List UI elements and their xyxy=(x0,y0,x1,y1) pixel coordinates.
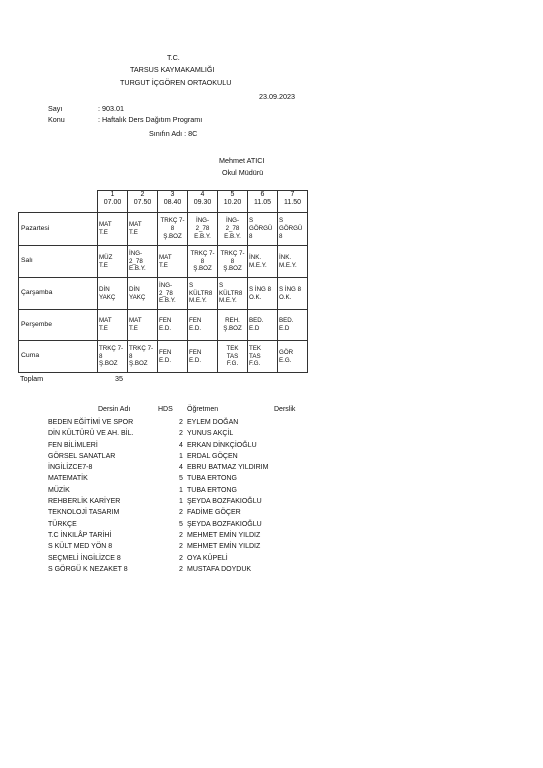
course-name: FEN BİLİMLERİ xyxy=(48,441,98,449)
lesson-cell: FEN E.D. xyxy=(188,341,218,373)
course-teacher: ERKAN DİNKÇİOĞLU xyxy=(187,441,257,449)
course-name: MÜZİK xyxy=(48,486,70,494)
lesson-cell: MAT T.E xyxy=(98,213,128,246)
lesson-cell: TRKÇ 7- 8 Ş.BOZ xyxy=(158,213,188,246)
day-name: Salı xyxy=(19,246,98,278)
konu-label: Konu xyxy=(48,115,65,124)
principal-name: Mehmet ATICI xyxy=(219,156,265,165)
lesson-cell: MAT T.E xyxy=(128,213,158,246)
course-name: T.C İNKILÂP TARİHİ xyxy=(48,531,112,539)
lesson-cell: S GÖRGÜ 8 xyxy=(248,213,278,246)
course-hours: 1 xyxy=(179,486,183,494)
lesson-cell: İNK. M.E.Y. xyxy=(278,246,308,278)
lesson-cell: İNG- 2_78 E.B.Y. xyxy=(158,278,188,310)
period-3: 3 08.40 xyxy=(158,191,188,213)
principal-title: Okul Müdürü xyxy=(222,168,264,177)
lesson-cell: İNG- 2_78 E.B.Y. xyxy=(188,213,218,246)
lesson-cell: TRKÇ 7- 8 Ş.BOZ xyxy=(188,246,218,278)
class-name: Sınıfın Adı : 8C xyxy=(149,129,198,138)
course-hours: 2 xyxy=(179,509,183,517)
course-teacher: MEHMET EMİN YILDIZ xyxy=(187,531,261,539)
day-name: Cuma xyxy=(19,341,98,373)
total-label: Toplam xyxy=(20,374,44,383)
lesson-cell: S İNG 8 O.K. xyxy=(278,278,308,310)
lesson-cell: S İNG 8 O.K. xyxy=(248,278,278,310)
room-header: Derslik xyxy=(274,406,296,413)
lesson-cell: S KÜLTR8 M.E.Y. xyxy=(188,278,218,310)
day-name: Perşembe xyxy=(19,310,98,341)
course-hours: 2 xyxy=(179,531,183,539)
course-teacher: ŞEYDA BOZFAKIOĞLU xyxy=(187,520,262,528)
lesson-cell: FEN E.D. xyxy=(188,310,218,341)
period-1: 1 07.00 xyxy=(98,191,128,213)
hours-header: HDS xyxy=(158,406,173,413)
day-row xyxy=(19,246,308,278)
lesson-cell: BED. E.D xyxy=(248,310,278,341)
course-teacher: EYLEM DOĞAN xyxy=(187,419,239,426)
course-header: Dersin Adı xyxy=(98,406,131,413)
course-teacher: TUBA ERTONG xyxy=(187,486,237,494)
course-hours: 1 xyxy=(179,452,183,460)
header-date: 23.09.2023 xyxy=(259,92,295,101)
lesson-cell: FEN E.D. xyxy=(158,310,188,341)
day-row xyxy=(19,278,308,310)
period-7: 7 11.50 xyxy=(278,191,308,213)
course-hours: 2 xyxy=(179,565,183,573)
course-hours: 2 xyxy=(179,430,183,438)
course-name: MATEMATİK xyxy=(48,475,88,483)
lesson-cell: TEK TAS F.G. xyxy=(248,341,278,373)
course-teacher: YUNUS AKÇİL xyxy=(187,430,234,438)
period-4: 4 09.30 xyxy=(188,191,218,213)
lesson-cell: MAT T.E xyxy=(158,246,188,278)
period-5: 5 10.20 xyxy=(218,191,248,213)
period-6: 6 11.05 xyxy=(248,191,278,213)
course-name: REHBERLİK KARİYER xyxy=(48,498,121,506)
course-hours: 1 xyxy=(179,498,183,506)
lesson-cell: MAT T.E xyxy=(128,310,158,341)
day-row xyxy=(19,213,308,246)
course-name: S GÖRGÜ K NEZAKET 8 xyxy=(48,565,128,573)
teacher-header: Öğretmen xyxy=(187,406,219,413)
course-hours: 2 xyxy=(179,543,183,551)
schedule-table xyxy=(18,190,308,373)
lesson-cell: MÜZ T.E xyxy=(98,246,128,278)
course-teacher: ERDAL GÖÇEN xyxy=(187,452,238,460)
course-hours: 4 xyxy=(179,464,183,472)
day-row xyxy=(19,310,308,341)
day-row xyxy=(19,341,308,373)
course-name: S KÜLT MED YÖN 8 xyxy=(48,543,113,551)
header-school: TURGUT İÇGÖREN ORTAOKULU xyxy=(120,78,232,87)
sayi-label: Sayı xyxy=(48,104,63,113)
course-teacher: MEHMET EMİN YILDIZ xyxy=(187,543,261,551)
lesson-cell: GÖR E.G. xyxy=(278,341,308,373)
lesson-cell: S GÖRGÜ 8 xyxy=(278,213,308,246)
lesson-cell: TEK TAS F.G. xyxy=(218,341,248,373)
period-2: 2 07.50 xyxy=(128,191,158,213)
course-name: SEÇMELİ İNGİLİZCE 8 xyxy=(48,554,121,562)
lesson-cell: TRKÇ 7- 8 Ş.BOZ xyxy=(218,246,248,278)
lesson-cell: TRKÇ 7- 8 Ş.BOZ xyxy=(128,341,158,373)
course-name: GÖRSEL SANATLAR xyxy=(48,452,116,460)
lesson-cell: TRKÇ 7- 8 Ş.BOZ xyxy=(98,341,128,373)
period-header-row xyxy=(19,191,308,213)
header-office: TARSUS KAYMAKAMLIĞI xyxy=(130,65,215,74)
course-name: TEKNOLOJİ TASARIM xyxy=(48,509,120,517)
course-name: BEDEN EĞİTİMİ VE SPOR xyxy=(48,419,134,426)
sayi-value: : 903.01 xyxy=(98,104,124,113)
course-name: İNGİLİZCE7-8 xyxy=(48,464,93,472)
lesson-cell: S KÜLTR8 M.E.Y. xyxy=(218,278,248,310)
lesson-cell: DİN YAKÇ xyxy=(128,278,158,310)
header-country: T.C. xyxy=(167,53,180,62)
course-teacher: MUSTAFA DOYDUK xyxy=(187,565,252,573)
course-hours: 5 xyxy=(179,475,183,483)
lesson-cell: DİN YAKÇ xyxy=(98,278,128,310)
course-teacher: FADİME GÖÇER xyxy=(187,509,241,517)
course-hours: 5 xyxy=(179,520,183,528)
lesson-cell: REH. Ş.BOZ xyxy=(218,310,248,341)
course-teacher: OYA KÜPELİ xyxy=(187,554,228,562)
total-value: 35 xyxy=(115,374,123,383)
course-name: DİN KÜLTÜRÜ VE AH. BİL. xyxy=(48,430,134,438)
course-hours: 2 xyxy=(179,554,183,562)
day-name: Pazartesi xyxy=(19,213,98,246)
course-name: TÜRKÇE xyxy=(48,520,77,528)
lesson-cell: FEN E.D. xyxy=(158,341,188,373)
lesson-cell: MAT T.E xyxy=(98,310,128,341)
course-teacher: ŞEYDA BOZFAKIOĞLU xyxy=(187,498,262,506)
day-name: Çarşamba xyxy=(19,278,98,310)
course-teacher: TUBA ERTONG xyxy=(187,475,237,483)
lesson-cell: İNG- 2_78 E.B.Y. xyxy=(218,213,248,246)
konu-value: : Haftalık Ders Dağıtım Programı xyxy=(98,115,203,124)
lesson-cell: İNG- 2_78 E.B.Y. xyxy=(128,246,158,278)
course-hours: 4 xyxy=(179,441,183,449)
course-hours: 2 xyxy=(179,419,183,426)
lesson-cell: İNK. M.E.Y. xyxy=(248,246,278,278)
header-corner xyxy=(19,191,98,213)
lesson-cell: BED. E.D xyxy=(278,310,308,341)
course-teacher: EBRU BATMAZ YILDIRIM xyxy=(187,464,269,472)
